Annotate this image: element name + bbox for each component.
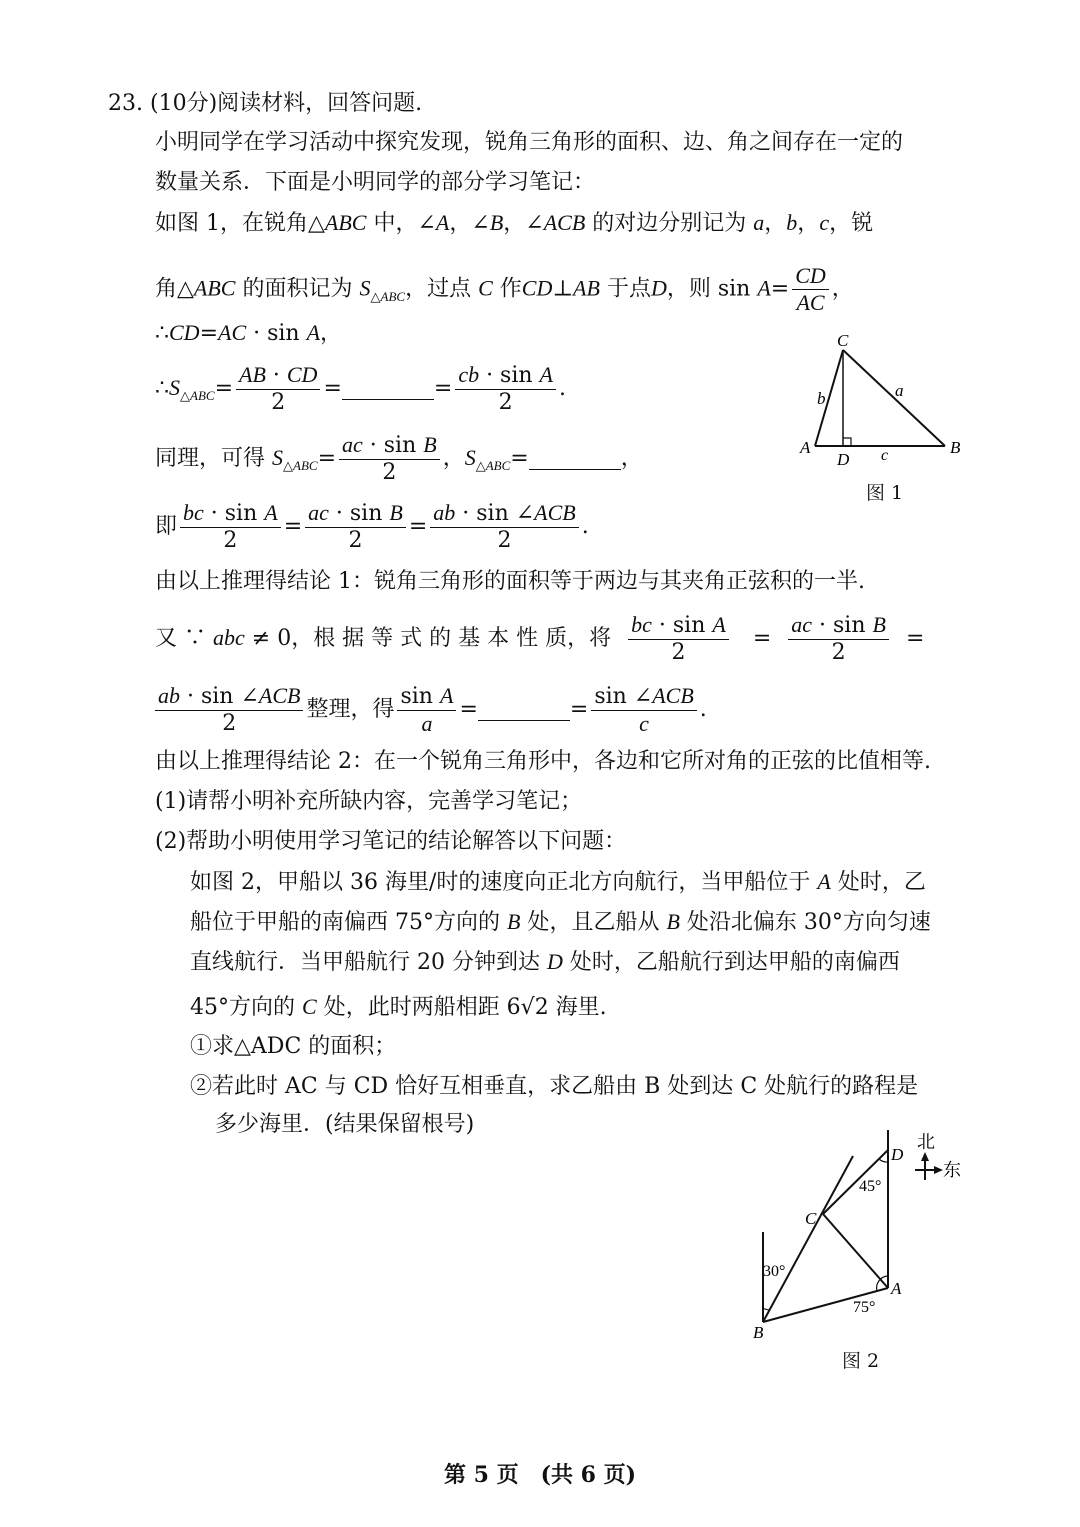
intro-line-2: 数量关系．下面是小明同学的部分学习笔记： (155, 170, 596, 195)
notes-line-11: $\frac{\text{ab · sin ∠ACB}}{2}$ 整理，得 $\frac{\text{sin A}}{a}$ = = $\frac{\text{sin ∠ACB}}{c}$ . (155, 683, 707, 737)
notes-line-7: 同理，可得 $S_{\triangle ABC}=$ $\frac{\text{ac · sin B}}{2}$ ，$S_{\triangle ABC}=$ ， (155, 432, 643, 485)
notes-line-6: $\therefore S_{\triangle ABC}=$ $\frac{AB \cdot CD}{2}$ = = $\frac{\text{cb · sin A}}{2}$ . (155, 362, 566, 415)
fig1-label-b: b (817, 389, 826, 408)
figure-2-caption: 图 2 (842, 1350, 880, 1372)
page-footer: 第 5 页 (共 6 页) (443, 1462, 637, 1488)
figure-1 (795, 328, 975, 478)
problem-number: 23. (108, 91, 143, 116)
fig1-label-C: C (837, 331, 849, 350)
figure-2 (745, 1128, 975, 1348)
fig2-angle-75: 75° (853, 1299, 876, 1316)
question-2-line-2: 船位于甲船的南偏西 75°方向的 B 处，且乙船从 B 处沿北偏东 30°方向匀速 (190, 909, 931, 935)
notes-line-5: ∴CD=AC · sin A， (155, 320, 343, 346)
intro-line-1: 小明同学在学习活动中探究发现，锐角三角形的面积、边、角之间存在一定的 (155, 130, 904, 155)
question-1: (1)请帮小明补充所缺内容，完善学习笔记； (155, 789, 583, 814)
question-2-line-4: 45°方向的 C 处，此时两船相距 6√2 海里. (190, 994, 607, 1020)
answer-blank-2[interactable] (529, 449, 621, 470)
problem-header (108, 89, 422, 119)
question-2-line-1: 如图 2，甲船以 36 海里/时的速度向正北方向航行，当甲船位于 A 处时，乙 (190, 869, 926, 895)
fig2-label-A: A (891, 1279, 902, 1298)
notes-line-3: 如图 1，在锐角△ABC 中，∠A，∠B，∠ACB 的对边分别记为 a，b，c，锐 (155, 210, 874, 236)
question-2-line-3: 直线航行．当甲船航行 20 分钟到达 D 处时，乙船航行到达甲船的南偏西 (190, 949, 900, 975)
question-2: (2)帮助小明使用学习笔记的结论解答以下问题： (155, 829, 627, 854)
compass-north: 北 (917, 1132, 935, 1153)
notes-line-4: 角△ABC 的面积记为 $S_{\triangle ABC}$，过点 C 作CD⊥AB 于点D，则 sin A= $\frac{CD}{AC}$ ， (155, 263, 854, 315)
answer-blank-3[interactable] (478, 700, 570, 721)
fig2-label-C: C (805, 1209, 817, 1228)
fig1-label-A: A (800, 438, 811, 457)
conclusion-2: 由以上推理得结论 2：在一个锐角三角形中，各边和它所对角的正弦的比值相等. (155, 749, 931, 774)
fig2-label-D: D (891, 1145, 904, 1164)
fig1-label-B: B (950, 438, 961, 457)
answer-blank-1[interactable] (342, 379, 434, 400)
figure-1-caption: 图 1 (866, 482, 904, 504)
sub-question-2: ②若此时 AC 与 CD 恰好互相垂直，求乙船由 B 处到达 C 处航行的路程是 (190, 1074, 919, 1099)
conclusion-1: 由以上推理得结论 1：锐角三角形的面积等于两边与其夹角正弦积的一半. (155, 569, 865, 594)
problem-score: (10分) (150, 91, 218, 116)
sub-question-1: ①求△ADC 的面积； (190, 1034, 397, 1059)
fig2-angle-45: 45° (859, 1178, 882, 1195)
fig2-angle-30: 30° (763, 1263, 786, 1280)
fig1-label-c: c (881, 447, 889, 464)
compass-east: 东 (943, 1160, 961, 1181)
notes-line-10: 又 ∵ abc ≠ 0，根 据 等 式 的 基 本 性 质，将 $\frac{\text{bc · sin A}}{2}$ = $\frac{\text{ac · sin B}}{2}$ = (155, 612, 925, 665)
problem-instruction: 阅读材料，回答问题. (217, 91, 423, 116)
sub-question-2-cont: 多少海里．(结果保留根号) (215, 1112, 475, 1137)
notes-line-8: 即 $\frac{\text{bc · sin A}}{2}$ = $\frac{\text{ac · sin B}}{2}$ = $\frac{\text{ab · sin ∠ACB}}{2}$ . (155, 500, 589, 553)
fig1-label-a: a (895, 381, 904, 400)
fig2-label-B: B (753, 1323, 764, 1342)
fig1-label-D: D (837, 450, 850, 469)
